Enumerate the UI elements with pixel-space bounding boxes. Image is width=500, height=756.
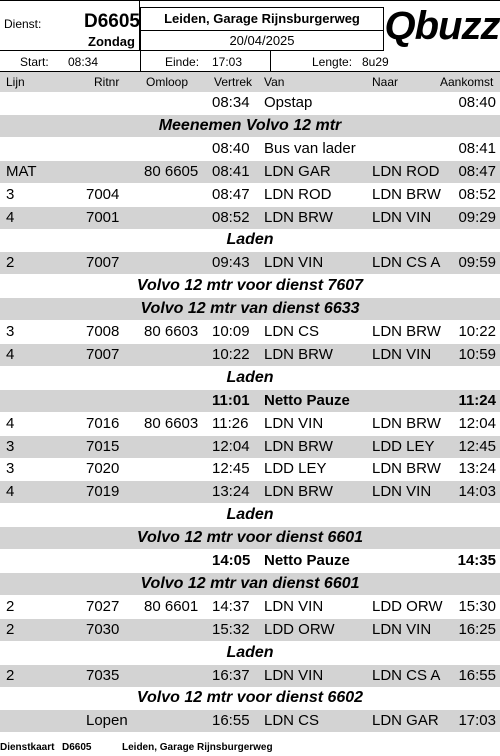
cell-ritnr: 7008	[86, 323, 120, 340]
cell-aankomst: 14:35	[457, 552, 496, 569]
trip-row	[0, 184, 500, 206]
cell-aankomst: 09:29	[458, 208, 496, 226]
cell-vertrek: 12:04	[212, 437, 250, 455]
trip-row	[0, 481, 500, 503]
note-row	[0, 115, 500, 137]
cell-vertrek: 09:43	[212, 254, 250, 272]
cell-aankomst: 12:04	[458, 414, 496, 432]
note-row	[0, 573, 500, 595]
note-row	[0, 527, 500, 549]
cell-aankomst: 15:30	[458, 597, 496, 615]
cell-ritnr: 7035	[86, 666, 120, 684]
cell-vertrek: 08:47	[212, 185, 250, 203]
table-header	[0, 72, 500, 92]
times-divider-1	[140, 51, 141, 72]
trip-row	[0, 596, 500, 618]
trip-row	[0, 665, 500, 687]
cell-ritnr: 7004	[86, 185, 120, 203]
cell-aankomst: 11:24	[458, 391, 496, 409]
trip-row	[0, 619, 500, 641]
cell-omloop: 80 6601	[144, 597, 199, 615]
trip-row	[0, 138, 500, 160]
footer-title: Dienstkaart	[0, 742, 55, 753]
cell-aankomst: 08:47	[458, 162, 496, 180]
cell-vertrek: 11:26	[212, 414, 249, 432]
cell-van: Netto Pauze	[264, 552, 350, 569]
cell-omloop: 80 6603	[144, 414, 199, 432]
cell-vertrek: 16:55	[212, 712, 250, 730]
einde-label: Einde:	[165, 55, 200, 69]
cell-aankomst: 14:03	[458, 483, 496, 501]
cell-lijn: 2	[6, 666, 15, 684]
lengte-value: 8u29	[362, 55, 389, 69]
cell-naar: LDN BRW	[372, 460, 441, 478]
cell-vertrek: 08:52	[212, 208, 250, 226]
trip-row	[0, 321, 500, 343]
col-ritnr: Ritnr	[94, 75, 120, 89]
cell-lijn: 2	[6, 597, 15, 615]
cell-ritnr: 7027	[86, 597, 120, 615]
cell-lijn: MAT	[6, 162, 37, 180]
footer-dienst: D6605	[62, 742, 92, 753]
cell-vertrek: 15:32	[212, 620, 250, 638]
trip-row	[0, 161, 500, 183]
cell-lijn: 4	[6, 345, 15, 363]
qbuzz-logo: Qbuzz	[384, 4, 500, 48]
trip-row	[0, 710, 500, 732]
col-aankomst: Aankomst	[440, 75, 494, 89]
cell-vertrek: 10:22	[212, 345, 250, 363]
cell-van: LDN CS	[264, 323, 320, 340]
dienst-label: Dienst:	[4, 17, 42, 31]
cell-van: LDN BRW	[264, 345, 333, 363]
location-label: Leiden, Garage Rijnsburgerweg	[164, 11, 360, 26]
cell-omloop: 80 6603	[144, 323, 199, 340]
note-row	[0, 275, 500, 297]
note-row	[0, 504, 500, 526]
cell-aankomst: 08:41	[458, 139, 496, 157]
note-text: Volvo 12 mtr voor dienst 7607	[136, 277, 364, 295]
cell-van: LDN CS	[264, 712, 320, 730]
start-label: Start:	[20, 55, 49, 69]
cell-naar: LDN BRW	[372, 414, 441, 432]
pause-row	[0, 550, 500, 572]
cell-ritnr: Lopen	[86, 712, 128, 730]
cell-ritnr: 7007	[86, 254, 120, 272]
trip-row	[0, 207, 500, 229]
cell-van: LDN VIN	[264, 666, 324, 684]
col-lijn: Lijn	[6, 75, 25, 89]
cell-van: Opstap	[264, 94, 313, 111]
col-van: Van	[264, 75, 285, 89]
cell-lijn: 2	[6, 620, 15, 638]
card-header	[0, 0, 500, 72]
trip-row	[0, 458, 500, 480]
cell-lijn: 3	[6, 323, 15, 340]
cell-ritnr: 7001	[86, 208, 120, 226]
note-text: Laden	[226, 368, 274, 386]
cell-lijn: 3	[6, 460, 15, 478]
cell-naar: LDN CS A	[372, 666, 441, 684]
times-divider-2	[270, 51, 271, 72]
note-text: Laden	[226, 231, 274, 249]
cell-lijn: 4	[6, 414, 15, 432]
cell-ritnr: 7030	[86, 620, 120, 638]
cell-naar: LDN BRW	[372, 185, 441, 203]
cell-van: Bus van lader	[264, 139, 356, 157]
card-footer	[0, 740, 500, 756]
cell-van: Netto Pauze	[264, 391, 350, 409]
note-row	[0, 298, 500, 320]
cell-van: LDN VIN	[264, 254, 324, 272]
note-text: Volvo 12 mtr voor dienst 6601	[136, 529, 364, 547]
note-text: Volvo 12 mtr van dienst 6633	[140, 300, 360, 318]
cell-lijn: 4	[6, 483, 15, 501]
cell-aankomst: 10:59	[458, 345, 496, 363]
cell-van: LDD ORW	[264, 620, 335, 638]
cell-naar: LDN VIN	[372, 345, 432, 363]
cell-aankomst: 10:22	[458, 323, 496, 340]
cell-van: LDN BRW	[264, 483, 333, 501]
note-row	[0, 642, 500, 664]
cell-vertrek: 11:01	[212, 391, 250, 409]
note-text: Laden	[226, 506, 274, 524]
cell-aankomst: 13:24	[458, 460, 496, 478]
cell-vertrek: 08:41	[212, 162, 250, 180]
trip-row	[0, 436, 500, 458]
col-vertrek: Vertrek	[214, 75, 253, 89]
cell-naar: LDN BRW	[372, 323, 441, 340]
cell-naar: LDD ORW	[372, 597, 443, 615]
cell-ritnr: 7007	[86, 345, 120, 363]
cell-ritnr: 7015	[86, 437, 120, 455]
col-omloop: Omloop	[146, 75, 189, 89]
day-label: Zondag	[88, 34, 135, 49]
cell-aankomst: 08:52	[458, 185, 496, 203]
cell-van: LDN GAR	[264, 162, 331, 180]
note-row	[0, 367, 500, 389]
cell-van: LDN BRW	[264, 437, 333, 455]
cell-van: LDN VIN	[264, 414, 324, 432]
cell-vertrek: 14:37	[212, 597, 250, 615]
date-label: 20/04/2025	[229, 33, 295, 48]
start-time: 08:34	[68, 55, 99, 69]
trip-row	[0, 413, 500, 435]
cell-aankomst: 08:40	[458, 94, 496, 111]
cell-vertrek: 10:09	[212, 323, 250, 340]
cell-naar: LDN VIN	[372, 208, 432, 226]
cell-naar: LDN CS A	[372, 254, 441, 272]
cell-naar: LDN ROD	[372, 162, 440, 180]
cell-aankomst: 16:25	[458, 620, 496, 638]
cell-ritnr: 7020	[86, 460, 120, 478]
cell-naar: LDD LEY	[372, 437, 435, 455]
note-text: Laden	[226, 643, 274, 661]
cell-lijn: 2	[6, 254, 15, 272]
cell-ritnr: 7019	[86, 483, 120, 501]
footer-location: Leiden, Garage Rijnsburgerweg	[122, 742, 273, 753]
pause-row	[0, 390, 500, 412]
trip-row	[0, 344, 500, 366]
note-text: Volvo 12 mtr van dienst 6601	[140, 574, 360, 592]
cell-aankomst: 17:03	[458, 712, 496, 730]
cell-omloop: 80 6605	[144, 162, 199, 180]
cell-vertrek: 14:05	[212, 552, 251, 569]
cell-van: LDN ROD	[264, 185, 332, 203]
cell-aankomst: 12:45	[458, 437, 496, 455]
col-naar: Naar	[372, 75, 399, 89]
dienst-number: D6605	[84, 11, 140, 32]
lengte-label: Lengte:	[312, 55, 353, 69]
cell-aankomst: 16:55	[458, 666, 496, 684]
cell-naar: LDN VIN	[372, 483, 432, 501]
cell-van: LDN VIN	[264, 597, 324, 615]
cell-vertrek: 16:37	[212, 666, 250, 684]
cell-lijn: 3	[6, 437, 15, 455]
cell-vertrek: 08:40	[212, 139, 250, 157]
cell-aankomst: 09:59	[458, 254, 496, 272]
einde-time: 17:03	[212, 55, 243, 69]
note-text: Meenemen Volvo 12 mtr	[158, 116, 342, 134]
note-row	[0, 687, 500, 709]
cell-lijn: 3	[6, 185, 15, 203]
trip-row	[0, 92, 500, 114]
cell-van: LDN BRW	[264, 208, 333, 226]
cell-vertrek: 08:34	[212, 94, 250, 111]
cell-van: LDD LEY	[264, 460, 327, 478]
note-text: Volvo 12 mtr voor dienst 6602	[136, 689, 364, 707]
cell-naar: LDN GAR	[372, 712, 439, 730]
cell-vertrek: 12:45	[212, 460, 250, 478]
cell-naar: LDN VIN	[372, 620, 432, 638]
cell-ritnr: 7016	[86, 414, 120, 432]
trip-row	[0, 252, 500, 274]
cell-vertrek: 13:24	[212, 483, 250, 501]
cell-lijn: 4	[6, 208, 15, 226]
note-row	[0, 229, 500, 251]
